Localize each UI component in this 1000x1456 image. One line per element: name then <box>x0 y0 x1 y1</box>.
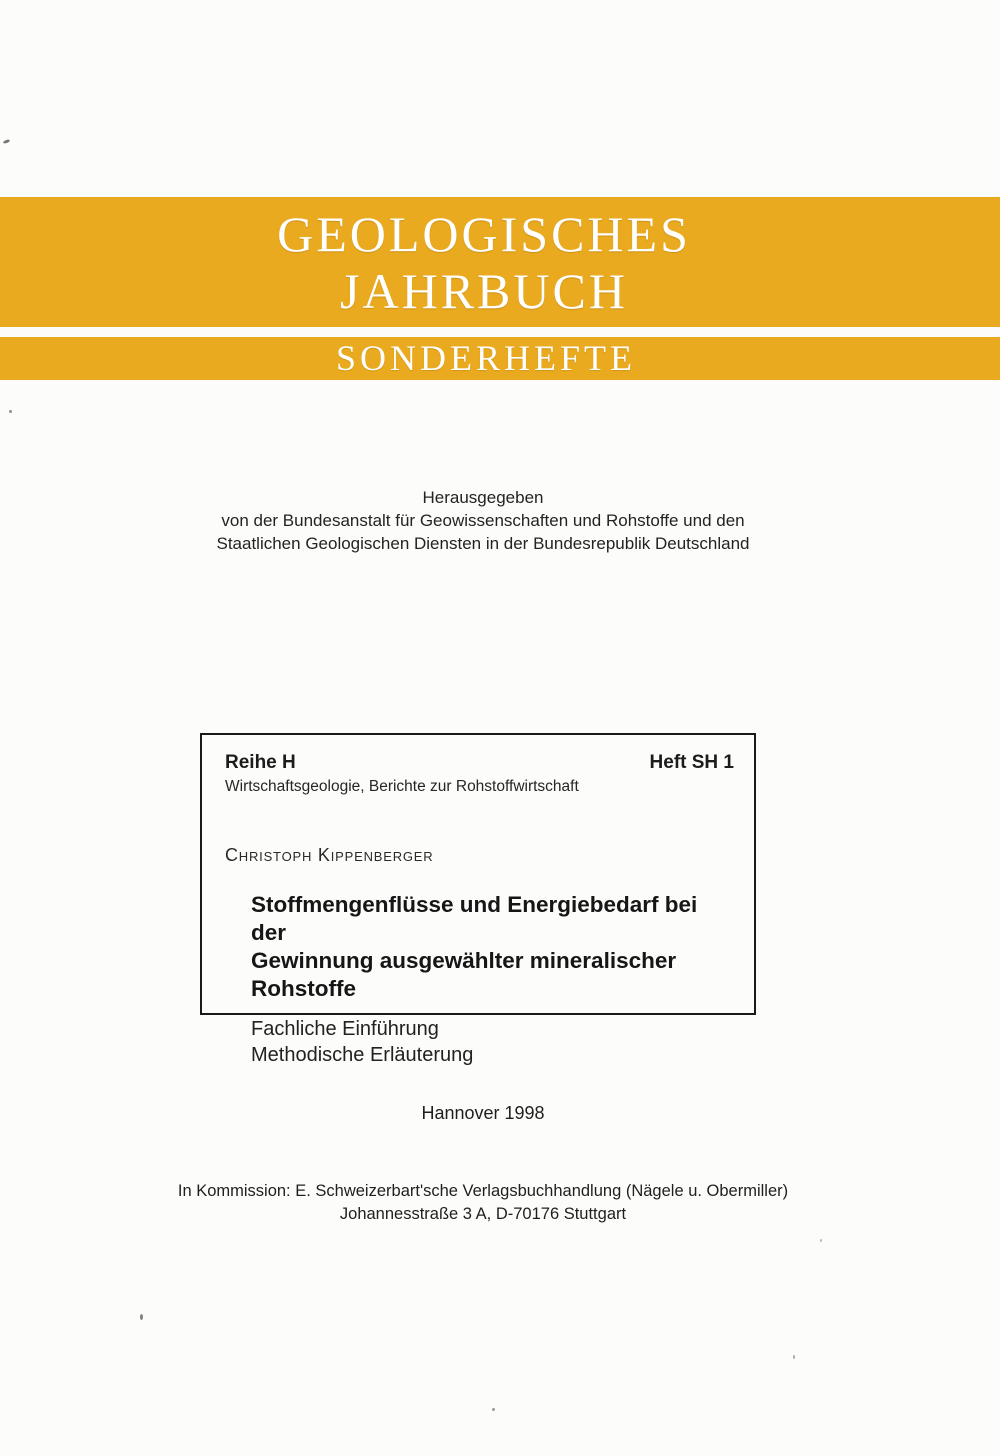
scan-artifact <box>140 1314 143 1320</box>
scan-artifact <box>793 1355 795 1359</box>
commission-line2: Johannesstraße 3 A, D-70176 Stuttgart <box>339 1205 627 1223</box>
publisher-block <box>0 486 966 555</box>
scan-artifact <box>3 139 11 144</box>
series-title-line1: GEOLOGISCHES <box>277 206 691 262</box>
series-subtitle-banner <box>0 337 1000 380</box>
series-issue-row <box>202 735 754 774</box>
publisher-line2: von der Bundesanstalt für Geowissenschaften und Rohstoffe und den <box>221 511 745 530</box>
place-year: Hannover 1998 <box>421 1103 545 1123</box>
scan-artifact <box>9 410 12 413</box>
series-label: Reihe H <box>225 752 296 773</box>
series-subtitle-text: SONDERHEFTE <box>335 338 636 378</box>
scan-artifact <box>820 1239 822 1242</box>
book-title-line2: Gewinnung ausgewählter mineralischer Rohstoffe <box>251 948 677 1001</box>
commission-imprint <box>0 1180 966 1226</box>
series-subtitle-label: Wirtschaftsgeologie, Berichte zur Rohstoffwirtschaft <box>225 778 579 795</box>
series-title <box>0 197 984 320</box>
book-subtitle-line2: Methodische Erläuterung <box>251 1044 474 1066</box>
publisher-line3: Staatlichen Geologischen Diensten in der Bundesrepublik Deutschland <box>216 534 750 553</box>
book-subtitle <box>202 1016 754 1068</box>
publisher-line1: Herausgegeben <box>422 488 544 507</box>
series-banner <box>0 197 1000 327</box>
book-subtitle-line1: Fachliche Einführung <box>251 1018 439 1040</box>
commission-line1: In Kommission: E. Schweizerbart'sche Verlagsbuchhandlung (Nägele u. Obermiller) <box>177 1182 789 1200</box>
author-name: Christoph Kippenberger <box>225 845 434 865</box>
scan-artifact <box>492 1408 495 1411</box>
issue-label: Heft SH 1 <box>649 752 734 773</box>
book-title <box>202 891 754 1003</box>
title-info-box <box>200 733 756 1066</box>
series-title-line2: JAHRBUCH <box>340 263 628 319</box>
book-title-line1: Stoffmengenflüsse und Energiebedarf bei der <box>251 892 698 945</box>
